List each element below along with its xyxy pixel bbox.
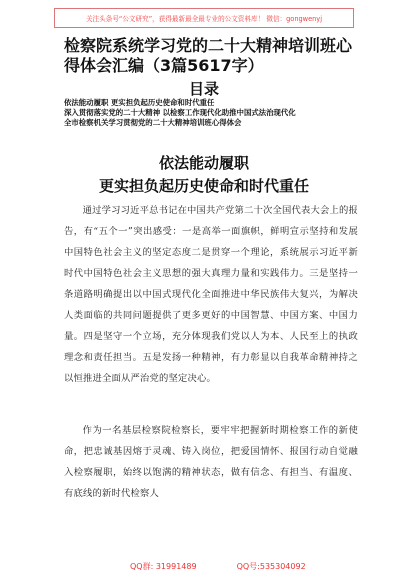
footer-qq-number: QQ号:535304092 — [236, 562, 306, 571]
header-banner: 关注头条号“公文研究”，获得最新最全最专业的公文资料库！ 微信：gongwenyj — [54, 8, 354, 28]
body-paragraph-1: 通过学习习近平总书记在中国共产党第二十次全国代表大会上的报告，有“五个一”突出感受：一是高举一面旗帜，鲜明宣示坚持和发展中国特色社会主义的坚定态度二是贯穿一个理论，系统展示习近平新时代中国特色社会主义思想的强大真理力量和实践伟力。三是坚持一条道路明确提出以中国式现代化全面推进中华民族伟大复兴，为解决人类面临的共同问题提供了更多更好的中国智慧、中国方案、中国力量。四是坚守一个立场，充分体现我们党以人为本、人民至上的执政理念和责任担当。五是发扬一种精神，有力彰显以自我革命精神持之以恒推进全面从严治党的坚定决心。 — [64, 205, 359, 384]
toc-item[interactable]: 依法能动履职 更实担负起历史使命和时代重任 — [64, 98, 215, 107]
document-title: 检察院系统学习党的二十大精神培训班心得体会汇编（3篇5617字） — [64, 36, 353, 75]
toc-item[interactable]: 深入贯彻落实党的二十大精神 以检察工作现代化助推中国式法治现代化 — [64, 108, 296, 117]
table-of-contents — [64, 98, 364, 128]
footer-qq-group: QQ群: 31991489 — [130, 562, 197, 571]
footer-contact — [130, 561, 350, 572]
article-title-line2: 更实担负起历史使命和时代重任 — [98, 177, 309, 195]
article-title-line1: 依法能动履职 — [158, 154, 249, 172]
toc-item[interactable]: 全市检察机关学习贯彻党的二十大精神培训班心得体会 — [64, 118, 242, 127]
body-paragraph-2: 作为一名基层检察院检察长，要牢牢把握新时期检察工作的新使命，把忠诚基因熔于灵魂、铸入岗位，把爱国情怀、报国行动自觉融入检察履职，始终以饱满的精神状态，做有信念、有担当、有温度、有底线的新时代检察人 — [64, 425, 358, 499]
toc-heading: 目录 — [188, 80, 219, 98]
